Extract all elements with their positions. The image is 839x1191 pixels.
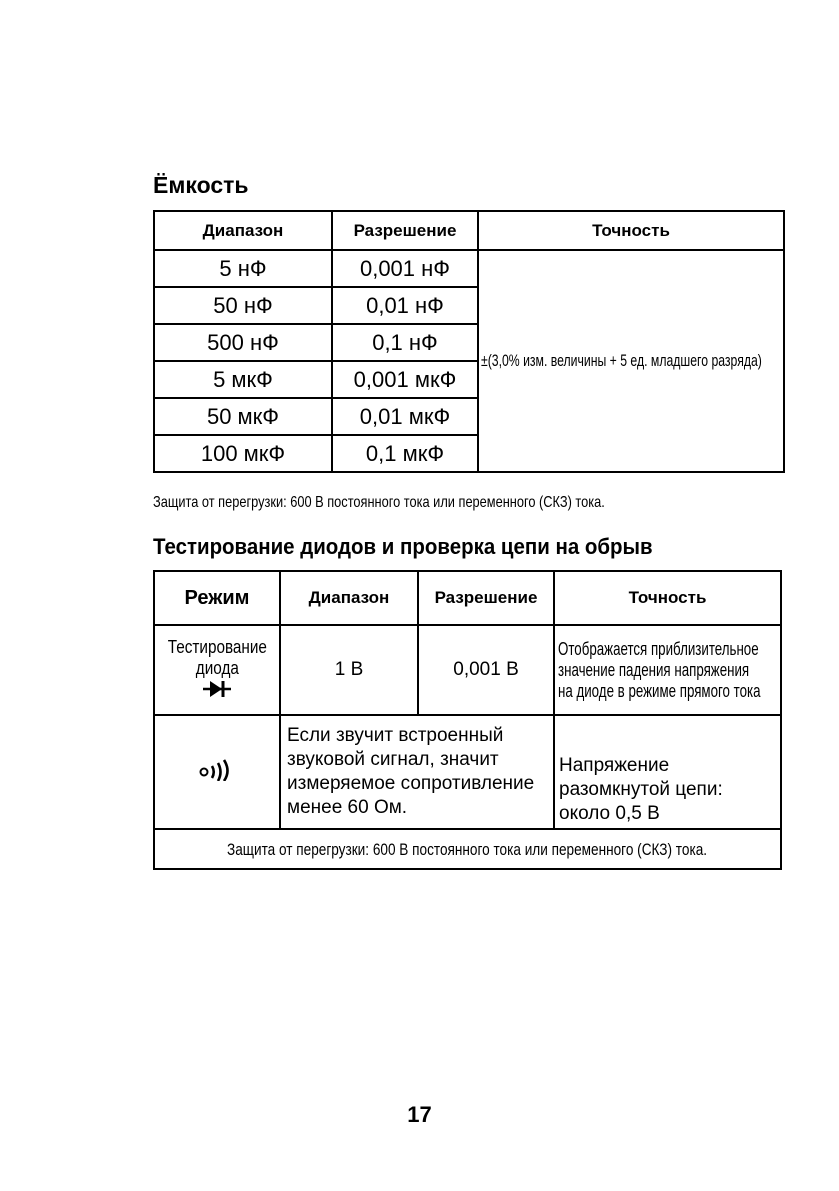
diode-continuity-table	[153, 570, 782, 870]
note-text: Защита от перегрузки: 600 В постоянного тока или переменного (СКЗ) тока.	[153, 494, 605, 511]
resolution-cell: 0,001 мкФ	[332, 361, 478, 398]
capacitance-table	[153, 210, 785, 473]
range-cell: 1 В	[280, 625, 418, 715]
table-row	[154, 715, 781, 829]
accuracy-line: разомкнутой цепи:	[559, 779, 723, 800]
resolution-cell: 0,01 мкФ	[332, 398, 478, 435]
note-text: Защита от перегрузки: 600 В постоянного тока или переменного (СКЗ) тока.	[227, 839, 708, 859]
accuracy-line: Отображается приблизительное	[558, 638, 759, 659]
resolution-cell: 0,01 нФ	[332, 287, 478, 324]
accuracy-line: Напряжение	[559, 755, 670, 776]
page-number: 17	[407, 1102, 432, 1127]
description-line: звуковой сигнал, значит	[287, 749, 499, 770]
resolution-cell: 0,1 мкФ	[332, 435, 478, 472]
capacitance-section-title: Ёмкость	[153, 172, 249, 198]
mode-line: Тестирование	[167, 637, 267, 657]
mode-cell	[154, 625, 280, 715]
header-accuracy: Точность	[478, 211, 784, 250]
range-cell: 500 нФ	[154, 324, 332, 361]
header-range: Диапазон	[154, 211, 332, 250]
mode-line: диода	[195, 658, 239, 678]
resolution-cell: 0,1 нФ	[332, 324, 478, 361]
resolution-cell: 0,001 нФ	[332, 250, 478, 287]
header-mode: Режим	[154, 571, 280, 625]
table-row	[154, 829, 781, 869]
range-cell: 50 мкФ	[154, 398, 332, 435]
table-row	[154, 250, 784, 287]
continuity-buzzer-icon	[199, 759, 235, 786]
mode-cell	[154, 715, 280, 829]
range-cell: 50 нФ	[154, 287, 332, 324]
table-header-row	[154, 571, 781, 625]
description-line: менее 60 Ом.	[287, 797, 408, 818]
resolution-cell: 0,001 В	[418, 625, 554, 715]
table-header-row	[154, 211, 784, 250]
accuracy-line: на диоде в режиме прямого тока	[558, 680, 761, 701]
diode-section-title: Тестирование диодов и проверка цепи на обрыв	[153, 534, 653, 559]
range-cell: 100 мкФ	[154, 435, 332, 472]
header-accuracy: Точность	[554, 571, 781, 625]
accuracy-cell	[478, 250, 784, 472]
capacitance-overload-note	[153, 494, 718, 512]
table-row	[154, 625, 781, 715]
header-resolution: Разрешение	[418, 571, 554, 625]
header-resolution: Разрешение	[332, 211, 478, 250]
accuracy-text: ±(3,0% изм. величины + 5 ед. младшего разряда)	[481, 351, 762, 370]
description-line: измеряемое сопротивление	[287, 773, 535, 794]
accuracy-cell	[554, 715, 781, 829]
range-cell: 5 мкФ	[154, 361, 332, 398]
description-line: Если звучит встроенный	[287, 725, 504, 746]
accuracy-cell	[554, 625, 781, 715]
accuracy-line: около 0,5 В	[559, 803, 660, 824]
accuracy-line: значение падения напряжения	[558, 659, 750, 680]
continuity-description-cell	[280, 715, 554, 829]
diode-overload-note	[154, 829, 781, 869]
diode-icon	[202, 680, 232, 703]
range-cell: 5 нФ	[154, 250, 332, 287]
header-range: Диапазон	[280, 571, 418, 625]
